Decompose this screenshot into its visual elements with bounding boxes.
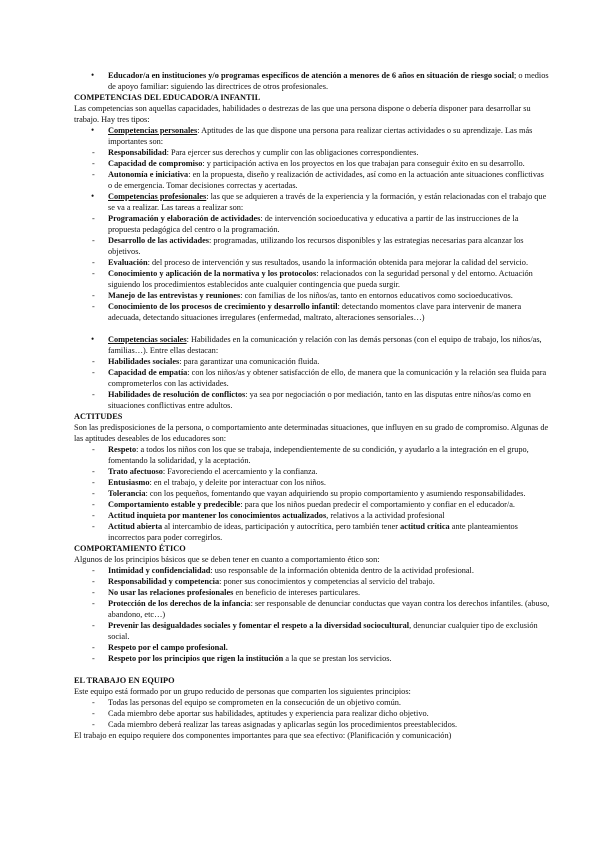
list-item: - Intimidad y confidencialidad: uso responsable de la información obtenida dentro de la actividad profesional. bbox=[74, 565, 550, 576]
list-item: - Cada miembro deberá realizar las tareas asignadas y aplicarlas según los procedimientos preestablecidos. bbox=[74, 719, 550, 730]
list-item: - Actitud inquieta por mantener los conocimientos actualizados, relativos a la actividad profesional bbox=[74, 510, 550, 521]
list-item: - Todas las personas del equipo se comprometen en la consecución de un objetivo común. bbox=[74, 697, 550, 708]
list-item: - Responsabilidad: Para ejercer sus derechos y cumplir con las obligaciones correspondientes. bbox=[74, 147, 550, 158]
intro-bullet: • Educador/a en instituciones y/o programas específicos de atención a menores de 6 años en situación de riesgo social; o medios de apoyo familiar: siguiendo las directrices de otros profesionales. bbox=[74, 70, 550, 92]
list-item: - Tolerancia: con los pequeños, fomentando que vayan adquiriendo su propio comportamiento y asumiendo responsabilidades. bbox=[74, 488, 550, 499]
list-item: - Comportamiento estable y predecible: para que los niños puedan predecir el comportamiento y confiar en el educador/a. bbox=[74, 499, 550, 510]
list-item: - Respeto por los principios que rigen la institución a la que se prestan los servicios. bbox=[74, 653, 550, 664]
list-item: - Prevenir las desigualdades sociales y fomentar el respeto a la diversidad sociocultural, denunciar cualquier tipo de exclusión social. bbox=[74, 620, 550, 642]
list-item: - Conocimiento de los procesos de crecimiento y desarrollo infantil: detectando momentos clave para intervenir de manera adecuada, detectando situaciones irregulares (enfermedad, maltrato, alteraciones sensoriales…) bbox=[74, 301, 550, 323]
list-item: - Responsabilidad y competencia: poner sus conocimientos y competencias al servicio del trabajo. bbox=[74, 576, 550, 587]
list-item: - Protección de los derechos de la infancia: ser responsable de denunciar conductas que vayan contra los derechos infantiles. (abuso, abandono, etc…) bbox=[74, 598, 550, 620]
list-item: - No usar las relaciones profesionales en beneficio de intereses particulares. bbox=[74, 587, 550, 598]
list-item: - Cada miembro debe aportar sus habilidades, aptitudes y experiencia para realizar dicho objetivo. bbox=[74, 708, 550, 719]
list-item: - Evaluación: del proceso de intervención y sus resultados, usando la información obtenida para mejorar la calidad del servicio. bbox=[74, 257, 550, 268]
list-item: - Conocimiento y aplicación de la normativa y los protocolos: relacionados con la seguridad personal y del entorno. Actuación siguiendo los procedimientos establecidos ante cualquier contingencia que pueda surgir. bbox=[74, 268, 550, 290]
etico-heading: COMPORTAMIENTO ÉTICO bbox=[74, 544, 186, 553]
competencias-profesionales: • Competencias profesionales: las que se adquieren a través de la experiencia y la formación, y están relacionadas con el trabajo que se va a realizar. Las tareas a realizar son: bbox=[74, 191, 550, 213]
list-item: - Entusiasmo: en el trabajo, y deleite por interactuar con los niños. bbox=[74, 477, 550, 488]
list-item: - Respeto: a todos los niños con los que se trabaja, independientemente de su condición, y ayudarlo a la integración en el grupo, fomentando la solidaridad, y la aceptación. bbox=[74, 444, 550, 466]
spacer bbox=[74, 664, 550, 675]
list-item: - Capacidad de empatía: con los niños/as y obtener satisfacción de ello, de manera que la comunicación y la relación sea fluida para comprometerlos con las actividades. bbox=[74, 367, 550, 389]
competencias-intro: Las competencias son aquellas capacidades, habilidades o destrezas de las que una persona dispone o debería disponer para desarrollar su trabajo. Hay tres tipos: bbox=[74, 104, 531, 124]
etico-intro: Algunos de los principios básicos que se deben tener en cuanto a comportamiento ético son: bbox=[74, 555, 380, 564]
actitudes-heading: ACTITUDES bbox=[74, 412, 123, 421]
competencias-heading: COMPETENCIAS DEL EDUCADOR/A INFANTIL bbox=[74, 93, 261, 102]
list-item: - Programación y elaboración de actividades: de intervención socioeducativa y educativa a partir de las instrucciones de la propuesta pedagógica del centro o la programación. bbox=[74, 213, 550, 235]
actitudes-intro: Son las predisposiciones de la persona, o comportamiento ante determinadas situaciones, que influyen en su grado de compromiso. Algunas de las aptitudes deseables de los educadores son: bbox=[74, 423, 549, 443]
list-item: - Habilidades sociales: para garantizar una comunicación fluida. bbox=[74, 356, 550, 367]
list-item: - Respeto por el campo profesional. bbox=[74, 642, 550, 653]
equipo-intro: Este equipo está formado por un grupo reducido de personas que comparten los siguientes principios: bbox=[74, 687, 411, 696]
competencias-personales: • Competencias personales: Aptitudes de las que dispone una persona para realizar ciertas actividades o su aprendizaje. Las más importantes son: bbox=[74, 125, 550, 147]
list-item: - Trato afectuoso: Favoreciendo el acercamiento y la confianza. bbox=[74, 466, 550, 477]
list-item: - Actitud abierta al intercambio de ideas, participación y autocrítica, pero también tener actitud crítica ante planteamientos incorrectos para poder corregirlos. bbox=[74, 521, 550, 543]
equipo-closing: El trabajo en equipo requiere dos componentes importantes para que sea efectivo: (Planificación y comunicación) bbox=[74, 731, 452, 740]
list-item: - Habilidades de resolución de conflictos: ya sea por negociación o por mediación, tanto en las disputas entre niños/as como en situaciones conflictivas entre adultos. bbox=[74, 389, 550, 411]
list-item: - Desarrollo de las actividades: programadas, utilizando los recursos disponibles y las estrategias necesarias para alcanzar los objetivos. bbox=[74, 235, 550, 257]
list-item: - Autonomía e iniciativa: en la propuesta, diseño y realización de actividades, así como en la actuación ante situaciones conflictivas o de emergencia. Tomar decisiones correctas y acertadas. bbox=[74, 169, 550, 191]
competencias-sociales: • Competencias sociales: Habilidades en la comunicación y relación con las demás personas (con el equipo de trabajo, los niños/as, familias…). Entre ellas destacan: bbox=[74, 334, 550, 356]
spacer bbox=[74, 323, 550, 334]
list-item: - Capacidad de compromiso: y participación activa en los proyectos en los que trabajan para conseguir éxito en su desarrollo. bbox=[74, 158, 550, 169]
equipo-heading: EL TRABAJO EN EQUIPO bbox=[74, 676, 175, 685]
list-item: - Manejo de las entrevistas y reuniones: con familias de los niños/as, tanto en entornos educativos como socioeducativos. bbox=[74, 290, 550, 301]
